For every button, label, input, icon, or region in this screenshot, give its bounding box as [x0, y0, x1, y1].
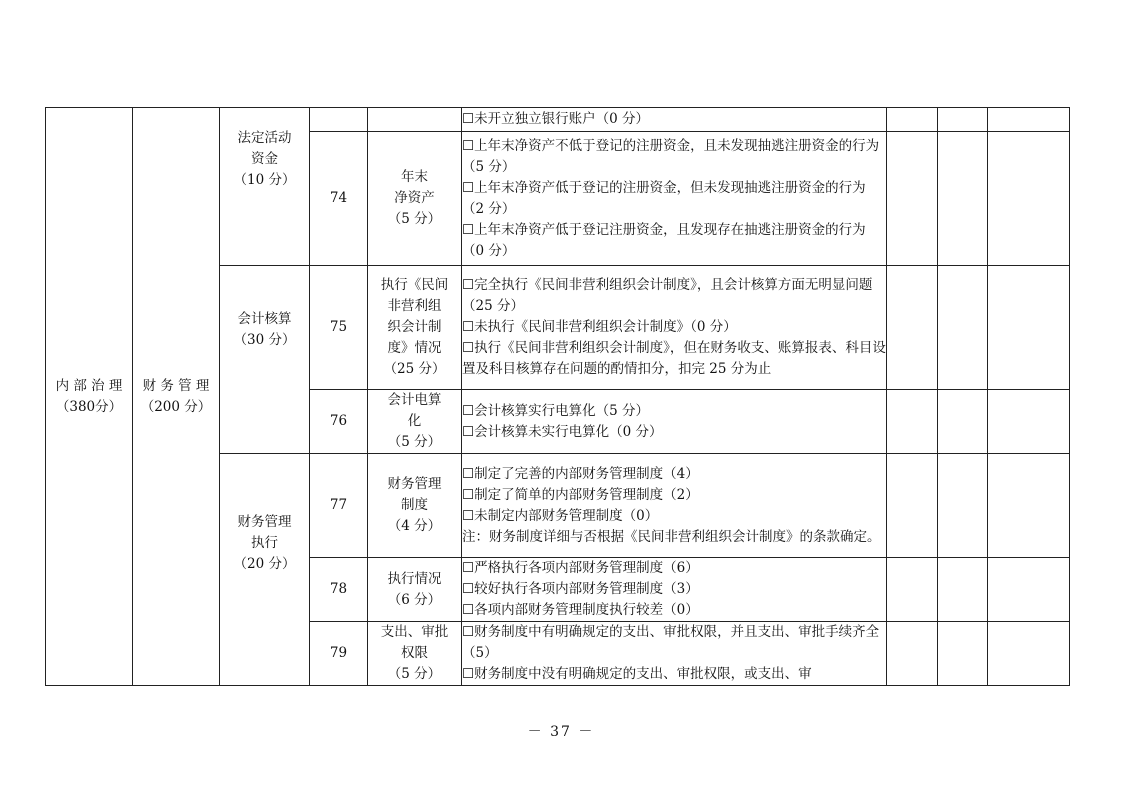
score-cell [887, 558, 938, 622]
score-cell [938, 390, 988, 454]
score-cell [938, 558, 988, 622]
item-label: 非营利组 [387, 298, 442, 314]
item-score: （5 分） [387, 434, 442, 450]
item-cell [368, 266, 462, 390]
level2-name: 财 务 管 理 [142, 377, 210, 394]
criteria-line: ☐未执行《民间非营利组织会计制度》（0 分） [462, 319, 737, 335]
score-cell [938, 132, 988, 266]
item-label: 制度 [401, 497, 428, 513]
criteria-cell [462, 266, 887, 390]
criteria-cell [462, 108, 887, 132]
num-cell [310, 108, 368, 132]
remark-cell [988, 558, 1070, 622]
level3-legal-funds [220, 108, 310, 266]
item-label: 会计电算 [387, 392, 442, 408]
criteria-cell [462, 558, 887, 622]
item-cell [368, 558, 462, 622]
criteria-cell [462, 132, 887, 266]
item-label: 织会计制 [387, 319, 442, 335]
level3-finance-exec [220, 454, 310, 686]
item-number: 79 [310, 622, 368, 686]
item-cell [368, 132, 462, 266]
item-number: 78 [310, 558, 368, 622]
criteria-line: ☐完全执行《民间非营利组织会计制度》，且会计核算方面无明显问题（25 分） [462, 277, 873, 314]
criteria-line: ☐未开立独立银行账户（0 分） [462, 111, 649, 127]
score-cell [887, 622, 938, 686]
remark-cell [988, 108, 1070, 132]
score-cell [938, 454, 988, 558]
item-label: 执行情况 [387, 570, 442, 587]
remark-cell [988, 390, 1070, 454]
item-label: 年末 [401, 169, 428, 185]
evaluation-table [45, 107, 1070, 686]
level3-score: （10 分） [233, 172, 296, 188]
criteria-line: ☐较好执行各项内部财务管理制度（3） [462, 581, 699, 597]
remark-cell [988, 266, 1070, 390]
item-label: 支出、审批 [380, 624, 449, 640]
level3-score: （20 分） [233, 556, 296, 572]
item-label: 度》情况 [387, 340, 442, 356]
item-number: 77 [310, 454, 368, 558]
criteria-line: ☐上年末净资产低于登记注册资金，且发现存在抽逃注册资金的行为（0 分） [462, 221, 866, 259]
criteria-cell [462, 622, 887, 686]
criteria-line: ☐会计核算未实行电算化（0 分） [462, 423, 663, 440]
item-label: 执行《民间 [380, 277, 449, 293]
level1-cell [46, 108, 133, 686]
level3-label: 执行 [251, 535, 278, 551]
item-number: 75 [310, 266, 368, 390]
level3-accounting [220, 266, 310, 454]
score-cell [887, 266, 938, 390]
score-cell [887, 390, 938, 454]
criteria-line: ☐各项内部财务管理制度执行较差（0） [462, 602, 699, 618]
level3-label: 会计核算 [237, 310, 292, 327]
item-score: （5 分） [387, 211, 442, 227]
criteria-line: ☐制定了简单的内部财务管理制度（2） [462, 486, 699, 503]
criteria-cell [462, 454, 887, 558]
item-label: 净资产 [394, 190, 435, 206]
criteria-line: ☐财务制度中没有明确规定的支出、审批权限，或支出、审 [462, 666, 812, 682]
remark-cell [988, 132, 1070, 266]
item-score: （4 分） [387, 518, 442, 534]
page-number: － 37 － [527, 724, 595, 740]
item-number: 74 [310, 132, 368, 266]
criteria-line: ☐会计核算实行电算化（5 分） [462, 402, 649, 419]
criteria-cell [462, 390, 887, 454]
item-cell [368, 622, 462, 686]
item-score: （25 分） [383, 361, 446, 377]
remark-cell [988, 454, 1070, 558]
item-number: 76 [310, 390, 368, 454]
criteria-line: ☐未制定内部财务管理制度（0） [462, 507, 659, 524]
level1-name: 内 部 治 理 [55, 377, 123, 394]
criteria-note: 注：财务制度详细与否根据《民间非营利组织会计制度》的条款确定。 [462, 528, 881, 545]
item-label: 化 [407, 413, 422, 429]
criteria-line: ☐执行《民间非营利组织会计制度》，但在财务收支、账算报表、科目设置及科目核算存在问题的酌情扣分，扣完 25 分为止 [462, 340, 886, 377]
criteria-line: ☐制定了完善的内部财务管理制度（4） [462, 465, 699, 482]
level2-score: （200 分） [140, 398, 212, 415]
remark-cell [988, 622, 1070, 686]
level3-label: 法定活动 [237, 130, 292, 146]
criteria-line: ☐财务制度中有明确规定的支出、审批权限，并且支出、审批手续齐全（5） [462, 624, 880, 661]
criteria-line: ☐上年末净资产不低于登记的注册资金，且未发现抽逃注册资金的行为（5 分） [462, 137, 880, 175]
item-cell [368, 108, 462, 132]
item-score: （6 分） [387, 591, 442, 608]
criteria-line: ☐严格执行各项内部财务管理制度（6） [462, 560, 699, 576]
criteria-line: ☐上年末净资产低于登记的注册资金，但未发现抽逃注册资金的行为（2 分） [462, 179, 866, 217]
score-cell [887, 108, 938, 132]
level1-score: （380分） [55, 398, 123, 415]
item-label: 财务管理 [387, 476, 442, 492]
item-cell [368, 454, 462, 558]
item-score: （5 分） [387, 666, 442, 682]
score-cell [887, 132, 938, 266]
score-cell [938, 266, 988, 390]
level2-cell [133, 108, 220, 686]
table-row [46, 108, 1070, 132]
score-cell [938, 108, 988, 132]
score-cell [938, 622, 988, 686]
score-cell [887, 454, 938, 558]
level3-score: （30 分） [233, 331, 296, 348]
level3-label: 财务管理 [237, 514, 292, 530]
item-label: 权限 [401, 645, 428, 661]
level3-label: 资金 [251, 151, 278, 167]
item-cell [368, 390, 462, 454]
